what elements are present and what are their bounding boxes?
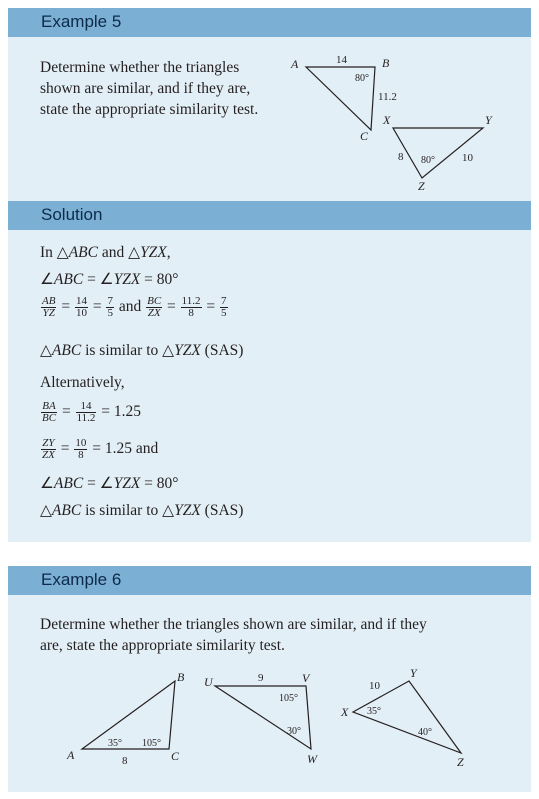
label-z: Z xyxy=(457,755,464,769)
solution-alternatively: Alternatively, xyxy=(40,374,125,391)
label-c: C xyxy=(360,129,369,143)
angle-c-label: 105° xyxy=(142,738,161,749)
solution-line-6: $\frac{ZY}{ZX}$ = $\frac{10}{8}$ = 1.25 and xyxy=(42,437,159,461)
label-x: X xyxy=(341,705,349,719)
example5-figure xyxy=(0,0,539,210)
label-b: B xyxy=(177,670,185,684)
side-xz-label: 8 xyxy=(398,151,404,163)
solution-line-4: △ABC is similar to △YZX (SAS) xyxy=(40,342,244,359)
label-b: B xyxy=(382,56,390,70)
solution-line-2: ∠ABC = ∠YZX = 80° xyxy=(40,271,179,288)
angle-w-label: 30° xyxy=(287,726,301,737)
example5-question-line-1: Determine whether the triangles xyxy=(40,59,240,76)
solution-header xyxy=(8,201,531,230)
label-w: W xyxy=(307,752,317,766)
side-yz-label: 10 xyxy=(462,152,473,164)
example6-figure xyxy=(0,660,539,795)
solution-title: Solution xyxy=(41,205,103,224)
example6-title: Example 6 xyxy=(41,570,122,589)
example5-question-line-2: shown are similar, and if they are, xyxy=(40,80,251,97)
angle-b-label: 80° xyxy=(355,73,369,84)
side-ac-label: 8 xyxy=(122,755,128,767)
side-bc-label: 11.2 xyxy=(378,91,397,103)
triangle-abc xyxy=(82,681,175,749)
solution-line-8: △ABC is similar to △YZX (SAS) xyxy=(40,502,244,519)
angle-z-label: 40° xyxy=(418,727,432,738)
label-u: U xyxy=(204,675,213,689)
label-v: V xyxy=(302,671,310,685)
side-uv-label: 9 xyxy=(258,672,264,684)
angle-v-label: 105° xyxy=(279,693,298,704)
label-z: Z xyxy=(418,179,425,193)
solution-line-5: $\frac{BA}{BC}$ = $\frac{14}{11.2}$ = 1.25 xyxy=(42,400,142,424)
angle-x-label: 35° xyxy=(367,706,381,717)
solution-line-1: In △ABC and △YZX, xyxy=(40,244,171,261)
example5-title: Example 5 xyxy=(41,12,122,31)
label-y: Y xyxy=(485,113,492,127)
example5-question-line-3: state the appropriate similarity test. xyxy=(40,101,259,118)
label-c: C xyxy=(171,749,180,763)
side-ab-label: 14 xyxy=(336,54,347,66)
angle-a-label: 35° xyxy=(108,738,122,749)
angle-z-label: 80° xyxy=(421,155,435,166)
label-a: A xyxy=(291,57,299,71)
label-a: A xyxy=(67,748,75,762)
example6-header xyxy=(8,566,531,595)
solution-line-7: ∠ABC = ∠YZX = 80° xyxy=(40,475,179,492)
solution-line-3: $\frac{AB}{YZ}$ = $\frac{14}{10}$ = $\frac{7}{5}$ and $\frac{BC}{ZX}$ = $\frac{11.2}{8}$ = $\frac{7}{5}$ xyxy=(42,295,227,319)
side-xy-label: 10 xyxy=(369,680,380,692)
label-x: X xyxy=(383,113,391,127)
example6-question-line-2: are, state the appropriate similarity test. xyxy=(40,637,285,654)
label-y: Y xyxy=(410,666,417,680)
example6-question-line-1: Determine whether the triangles shown are similar, and if they xyxy=(40,616,427,633)
